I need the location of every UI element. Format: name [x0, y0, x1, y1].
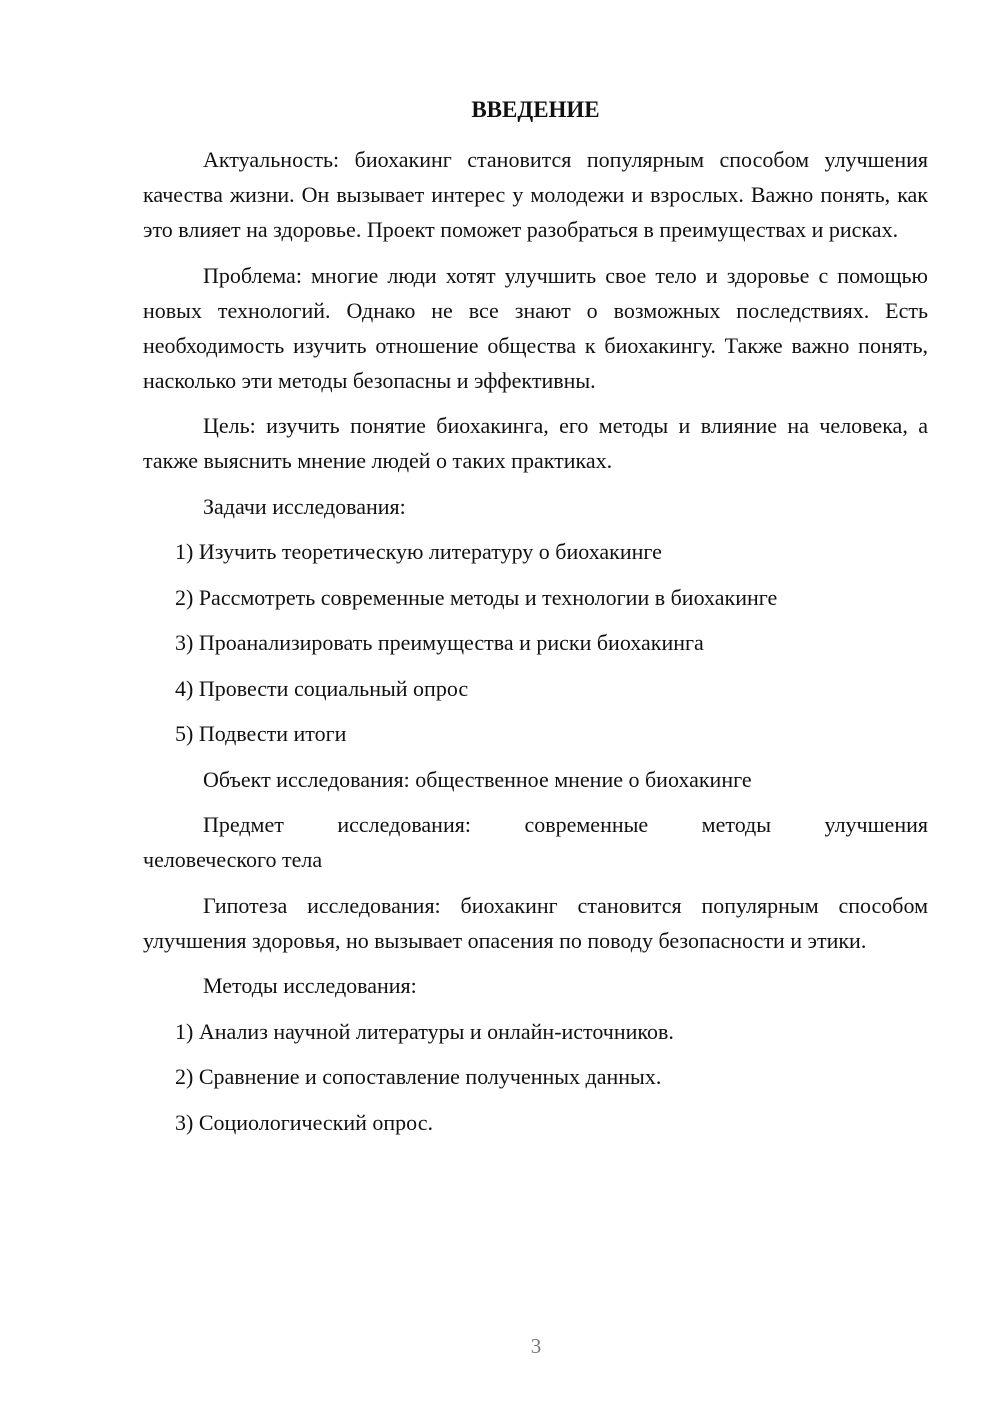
task-item: 4) Провести социальный опрос	[175, 675, 469, 701]
page-content	[143, 92, 928, 1150]
method-item: 2) Сравнение и сопоставление полученных данных.	[175, 1064, 662, 1089]
research-subject	[143, 807, 928, 877]
task-item: 1) Изучить теоретическую литературу о биохакинге	[175, 539, 662, 564]
task-item: 5) Подвести итоги	[175, 721, 347, 746]
research-object: Объект исследования: общественное мнение о биохакинге	[203, 766, 752, 792]
goal-paragraph: Цель: изучить понятие биохакинга, его методы и влияние на человека, а также выяснить мнение людей о таких практиках.	[143, 413, 928, 473]
section-title: ВВЕДЕНИЕ	[471, 97, 600, 122]
task-item: 2) Рассмотреть современные методы и технологии в биохакинге	[175, 584, 778, 610]
problem-paragraph: Проблема: многие люди хотят улучшить свое тело и здоровье с помощью новых технологий. Однако не все знают о возможных последствиях. Есть необходимость изучить отношение общества к биохакингу. Также важно понять, насколько эти методы безопасны и эффективны.	[143, 262, 928, 393]
research-subject-line-2: человеческого тела	[143, 847, 323, 872]
method-item: 3) Социологический опрос.	[175, 1109, 433, 1135]
relevance-paragraph: Актуальность: биохакинг становится популярным способом улучшения качества жизни. Он вызывает интерес у молодежи и взрослых. Важно понять, как это влияет на здоровье. Проект поможет разобраться в преимуществах и рисках.	[143, 147, 928, 242]
research-subject-line-1: Предмет исследования: современные методы улучшения	[203, 812, 928, 837]
method-item: 1) Анализ научной литературы и онлайн-источников.	[175, 1018, 674, 1044]
methods-heading: Методы исследования:	[203, 973, 417, 998]
hypothesis-paragraph: Гипотеза исследования: биохакинг становится популярным способом улучшения здоровья, но вызывает опасения по поводу безопасности и этики.	[143, 892, 928, 953]
task-item: 3) Проанализировать преимущества и риски биохакинга	[175, 630, 704, 655]
tasks-heading: Задачи исследования:	[203, 493, 406, 519]
page-number: 3	[530, 1334, 542, 1358]
